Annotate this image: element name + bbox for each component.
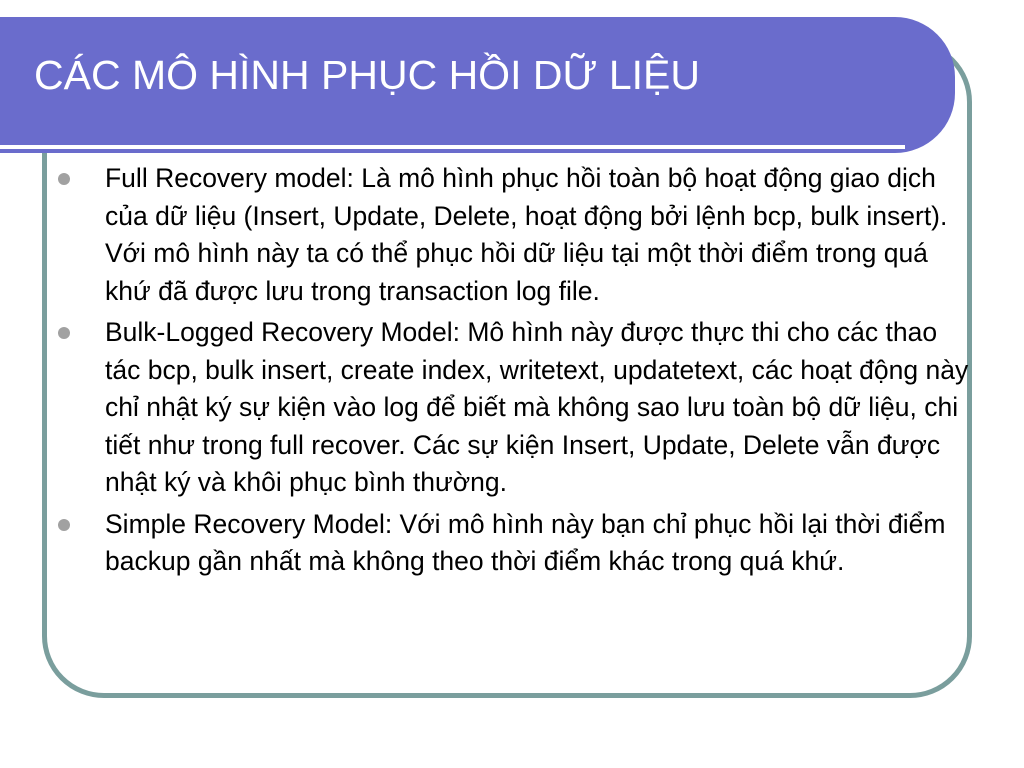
bullet-list	[58, 160, 968, 585]
bullet-dot-icon	[58, 327, 70, 339]
bullet-text: Bulk-Logged Recovery Model: Mô hình này được thực thi cho các thao tác bcp, bulk insert, create index, writetext, updatetext, các hoạt động này chỉ nhật ký sự kiện vào log để biết mà không sao lưu toàn bộ dữ liệu, chi tiết như trong full recover. Các sự kiện Insert, Update, Delete vẫn được nhật ký và khôi phục bình thường.	[105, 317, 969, 497]
bullet-text: Simple Recovery Model: Với mô hình này bạn chỉ phục hồi lại thời điểm backup gần nhất mà không theo thời điểm khác trong quá khứ.	[105, 508, 946, 576]
bullet-dot-icon	[58, 519, 70, 531]
bullet-dot-icon	[58, 173, 70, 185]
bullet-full-recovery	[58, 160, 968, 310]
slide-title: CÁC MÔ HÌNH PHỤC HỒI DỮ LIỆU	[34, 52, 701, 98]
bullet-bulk-logged-recovery	[58, 314, 968, 502]
bullet-simple-recovery	[58, 506, 968, 581]
title-underline	[0, 145, 905, 149]
bullet-text: Full Recovery model: Là mô hình phục hồi toàn bộ hoạt động giao dịch của dữ liệu (Insert, Update, Delete, hoạt động bởi lệnh bcp, bulk insert). Với mô hình này ta có thể phục hồi dữ liệu tại một thời điểm trong quá khứ đã được lưu trong transaction log file.	[105, 163, 948, 306]
